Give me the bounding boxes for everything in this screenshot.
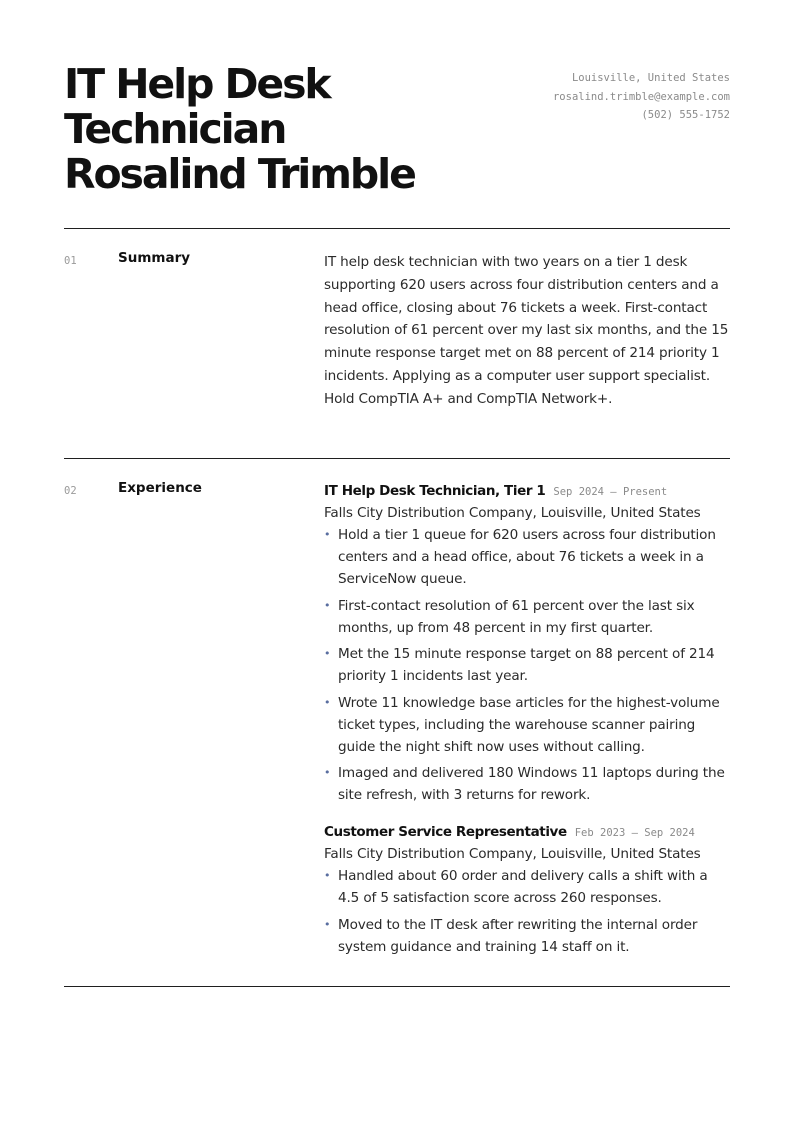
contact-block bbox=[553, 69, 730, 125]
job-entry bbox=[324, 822, 730, 958]
resume-page bbox=[64, 0, 730, 987]
bullet-item bbox=[324, 762, 730, 806]
bullet-text: Moved to the IT desk after rewriting the internal order system guidance and training 14 staff on it. bbox=[338, 916, 698, 955]
bullet-item bbox=[324, 865, 730, 909]
summary-section bbox=[64, 229, 730, 458]
bullet-icon: • bbox=[324, 917, 331, 931]
job-company: Falls City Distribution Company, Louisville, United States bbox=[324, 505, 701, 521]
contact-phone[interactable]: (502) 555-1752 bbox=[641, 109, 730, 121]
bullet-icon: • bbox=[324, 766, 331, 779]
bullet-text: Wrote 11 knowledge base articles for the highest-volume ticket types, including the warehouse scanner pairing guide the night shift now uses without calling. bbox=[338, 694, 720, 755]
bullet-item bbox=[324, 914, 730, 958]
job-dates: Feb 2023 — Sep 2024 bbox=[574, 827, 695, 839]
title-line-role-cont: Technician bbox=[64, 105, 286, 153]
job-heading bbox=[324, 481, 730, 502]
bullet-item bbox=[324, 692, 730, 758]
job-heading bbox=[324, 822, 730, 843]
job-title: IT Help Desk Technician, Tier 1 bbox=[324, 483, 546, 499]
bullet-text: Hold a tier 1 queue for 620 users across four distribution centers and a head office, about 76 tickets a week in a ServiceNow queue. bbox=[338, 527, 716, 587]
section-title: Experience bbox=[118, 480, 202, 496]
bullet-item bbox=[324, 595, 730, 639]
title-line-name: Rosalind Trimble bbox=[64, 150, 415, 198]
job-title: Customer Service Representative bbox=[324, 824, 567, 840]
bullet-text: First-contact resolution of 61 percent over the last six months, up from 48 percent in my first quarter. bbox=[338, 597, 695, 636]
summary-text: IT help desk technician with two years on a tier 1 desk supporting 620 users across four distribution centers and a head office, closing about 76 tickets a week. First-contact resolution of 61 percent over my last six months, and the 15 minute response target met on 88 percent of 214 priority 1 incidents. Applying as a computer user support specialist. Hold CompTIA A+ and CompTIA Network+. bbox=[324, 254, 729, 407]
experience-list bbox=[324, 481, 730, 962]
contact-email[interactable]: rosalind.trimble@example.com bbox=[552, 90, 730, 103]
job-bullets bbox=[324, 524, 730, 806]
job-company: Falls City Distribution Company, Louisville, United States bbox=[324, 846, 701, 862]
job-dates: Sep 2024 — Present bbox=[553, 486, 668, 498]
title-line-role: IT Help Desk bbox=[64, 60, 330, 108]
bullet-icon: • bbox=[324, 695, 331, 709]
bullet-text: Handled about 60 order and delivery calls a shift with a 4.5 of 5 satisfaction score across 260 responses. bbox=[338, 868, 708, 906]
job-entry bbox=[324, 481, 730, 806]
bullet-icon: • bbox=[324, 869, 331, 882]
experience-section bbox=[64, 459, 730, 986]
bullet-text: Imaged and delivered 180 Windows 11 laptops during the site refresh, with 3 returns for rework. bbox=[338, 765, 725, 803]
contact-location: Louisville, United States bbox=[571, 72, 730, 84]
bullet-item bbox=[324, 643, 730, 687]
section-number: 01 bbox=[64, 255, 77, 267]
section-number: 02 bbox=[64, 485, 77, 497]
job-bullets bbox=[324, 865, 730, 958]
bullet-text: Met the 15 minute response target on 88 percent of 214 priority 1 incidents last year. bbox=[338, 646, 715, 684]
bullet-icon: • bbox=[324, 528, 331, 541]
divider bbox=[64, 986, 730, 987]
resume-header bbox=[64, 0, 730, 228]
bullet-icon: • bbox=[324, 647, 331, 660]
bullet-item bbox=[324, 524, 730, 590]
resume-title bbox=[64, 62, 415, 197]
section-title: Summary bbox=[118, 250, 191, 266]
bullet-icon: • bbox=[324, 598, 331, 612]
